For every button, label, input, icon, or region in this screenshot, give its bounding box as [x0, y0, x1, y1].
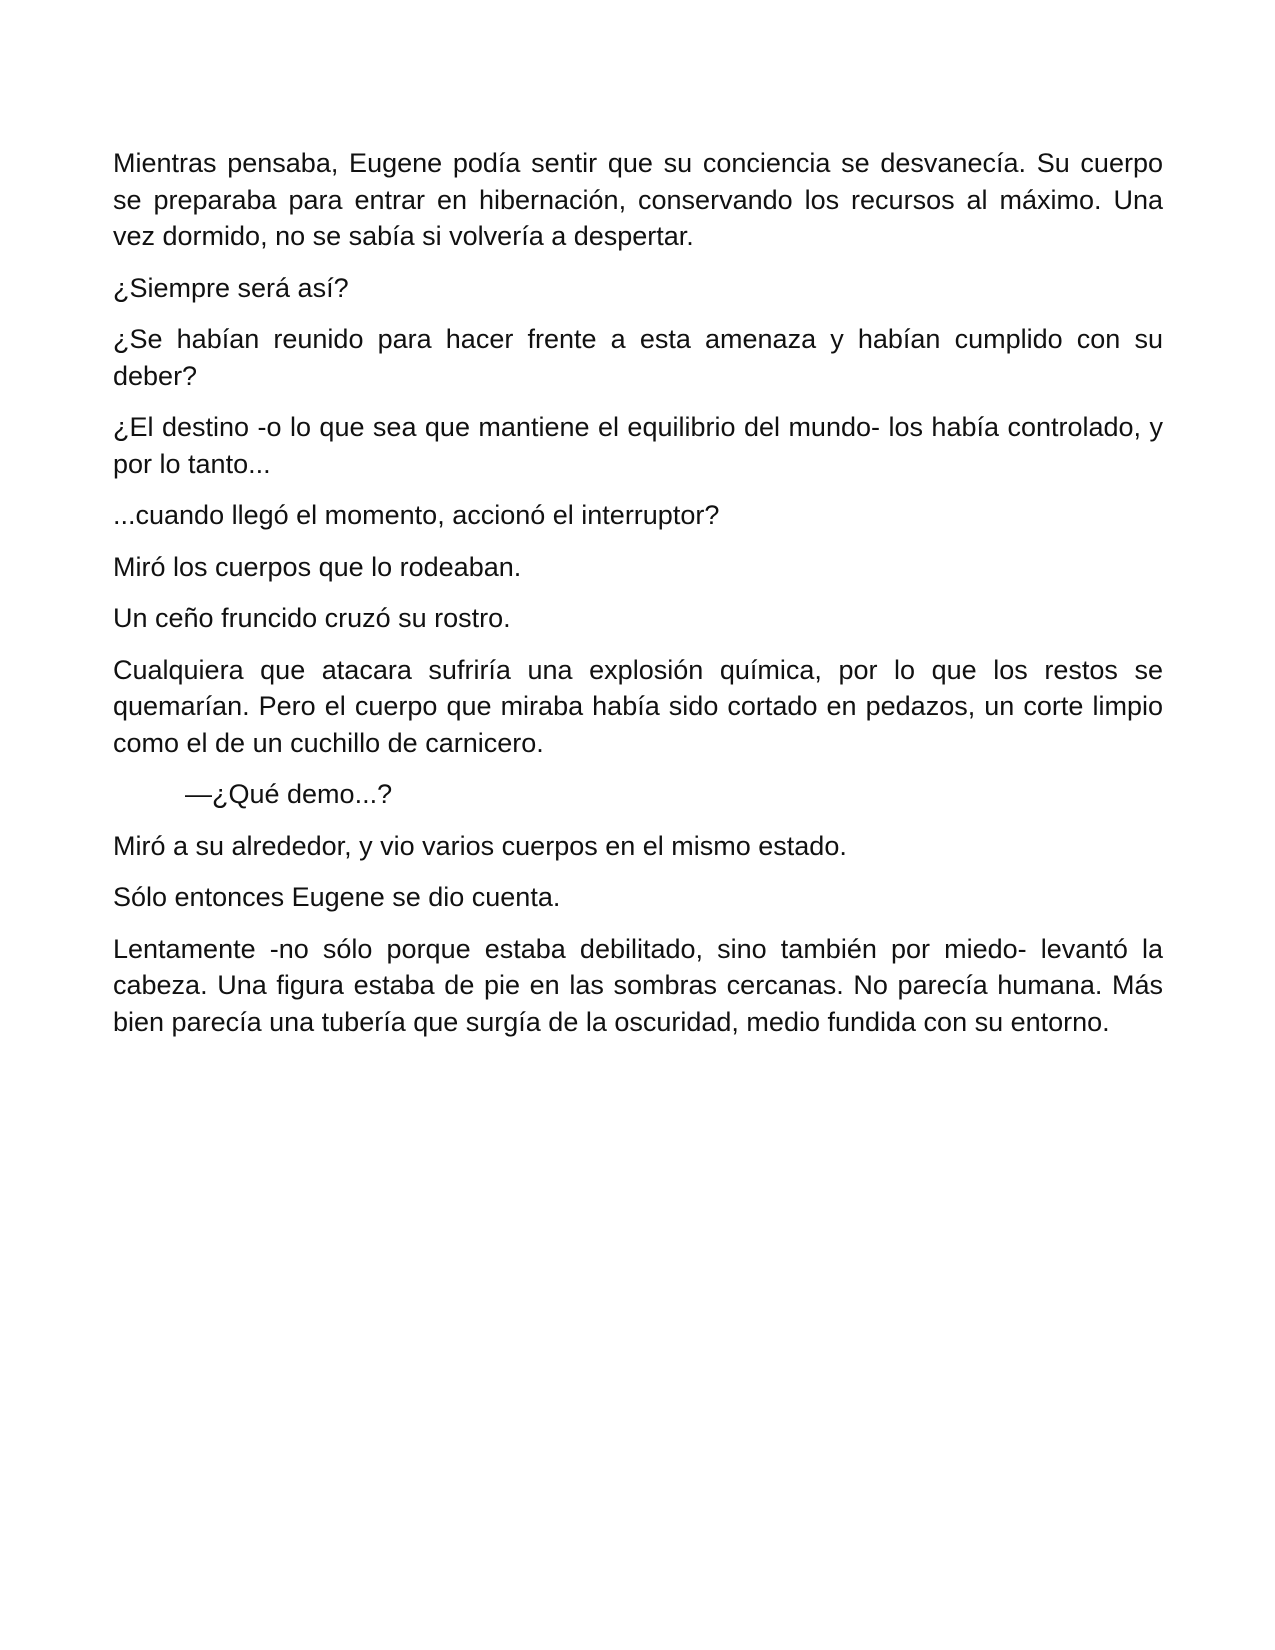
paragraph: ¿Se habían reunido para hacer frente a esta amenaza y habían cumplido con su deber?: [113, 324, 1163, 391]
paragraph: Miró los cuerpos que lo rodeaban.: [113, 551, 522, 582]
dialogue-line: —¿Qué demo...?: [185, 779, 393, 809]
paragraph: Miró a su alrededor, y vio varios cuerpos en el mismo estado.: [113, 830, 847, 861]
paragraph: ¿El destino -o lo que sea que mantiene el equilibrio del mundo- los había controlado, y por lo tanto...: [113, 412, 1163, 479]
paragraph: Cualquiera que atacara sufriría una explosión química, por lo que los restos se quemarían. Pero el cuerpo que miraba había sido cortado en pedazos, un corte limpio como el de un cuchillo de carnicero.: [113, 654, 1163, 758]
paragraph: Un ceño fruncido cruzó su rostro.: [113, 603, 511, 633]
document-body: [113, 145, 1163, 1055]
paragraph: Mientras pensaba, Eugene podía sentir que su conciencia se desvanecía. Su cuerpo se preparaba para entrar en hibernación, conservando los recursos al máximo. Una vez dormido, no se sabía si volvería a despertar.: [113, 148, 1163, 251]
paragraph: ¿Siempre será así?: [113, 272, 349, 303]
paragraph: Lentamente -no sólo porque estaba debilitado, sino también por miedo- levantó la cabeza. Una figura estaba de pie en las sombras cercanas. No parecía humana. Más bien parecía una tubería que surgía de la oscuridad, medio fundida con su entorno.: [113, 933, 1163, 1037]
paragraph: ...cuando llegó el momento, accionó el interruptor?: [113, 500, 720, 530]
paragraph: Sólo entonces Eugene se dio cuenta.: [113, 882, 561, 912]
